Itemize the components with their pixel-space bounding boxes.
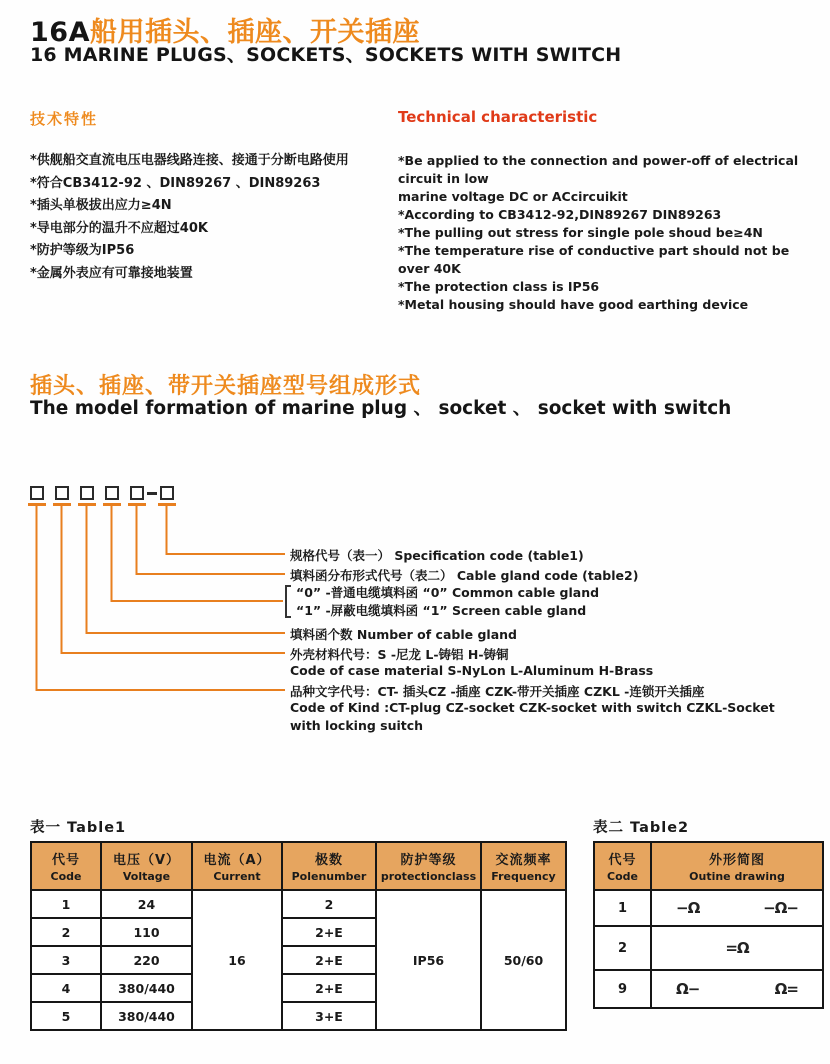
tech-item-zh: *插头单极拔出应力≥4N [30, 198, 172, 213]
cell-voltage: 24 [101, 890, 192, 918]
cell-code: 3 [31, 946, 101, 974]
label-common-cable-gland: “0” -普通电缆填料函 “0” Common cable gland [296, 585, 600, 600]
cell-voltage: 220 [101, 946, 192, 974]
cell-code: 1 [31, 890, 101, 918]
table-row [594, 890, 823, 926]
cell-voltage: 110 [101, 918, 192, 946]
label-screen-cable-gland: “1” -屏蔽电缆填料函 “1” Screen cable gland [296, 603, 587, 618]
cell-code: 1 [594, 890, 651, 926]
cell-drawing [651, 970, 823, 1008]
tech-item-en: *Metal housing should have good earthing device [398, 297, 749, 312]
tech-item-en: *The temperature rise of conductive part should not be over 40K [398, 243, 790, 276]
model-code-box-4 [105, 486, 119, 500]
tech-item-zh: *防护等级为IP56 [30, 243, 135, 258]
bracket [285, 585, 291, 618]
tech-list-en [398, 152, 823, 314]
table1-header-row [31, 842, 566, 890]
table2-header-code: 代号 Code [594, 842, 651, 890]
tech-heading-zh: 技术特性 [30, 110, 99, 128]
table1-header-protectionclass: 防护等级 protectionclass [376, 842, 481, 890]
table-row [31, 890, 566, 918]
tech-list-zh [30, 150, 349, 285]
table2-header-row [594, 842, 823, 890]
tech-item-en: marine voltage DC or ACcircuikit [398, 189, 628, 204]
table-row [594, 970, 823, 1008]
label-specification-code: 规格代号（表一） Specification code (table1) [290, 548, 584, 563]
cell-pole: 3+E [282, 1002, 376, 1030]
underline-bar [103, 503, 121, 506]
model-section-title-en: The model formation of marine plug 、 socket 、 socket with switch [30, 398, 732, 419]
cell-drawing [651, 890, 823, 926]
gland-both-lines-icon: −Ω− [763, 899, 798, 917]
label-case-material-zh: 外壳材料代号：S -尼龙 L-铸铝 H-铸铜 [290, 647, 509, 662]
table1-header-frequency: 交流频率 Frequency [481, 842, 566, 890]
gland-double-right-line-icon: Ω= [774, 980, 798, 998]
cell-pole: 2+E [282, 946, 376, 974]
cell-current-merged: 16 [192, 890, 282, 1030]
gland-left-line-icon: −Ω [676, 899, 700, 917]
page-title-rating: 16A [30, 17, 90, 48]
model-code-box-3 [80, 486, 94, 500]
label-kind-code-zh: 品种文字代号：CT- 插头CZ -插座 CZK-带开关插座 CZKL -连锁开关插座 [290, 684, 705, 699]
page-title-zh: 船用插头、插座、开关插座 [89, 17, 420, 48]
label-case-material-en: Code of case material S-NyLon L-Aluminum H-Brass [290, 663, 654, 678]
cell-code: 5 [31, 1002, 101, 1030]
underline-bar [78, 503, 96, 506]
gland-right-line-icon: Ω− [676, 980, 700, 998]
tech-item-zh: *符合CB3412-92 、DIN89267 、DIN89263 [30, 175, 321, 191]
label-kind-code-en-wrap: with locking suitch [290, 718, 424, 733]
tech-heading-en: Technical characteristic [398, 108, 598, 126]
model-code-box-1 [30, 486, 44, 500]
table1-specifications [30, 841, 567, 1031]
label-kind-code-en: Code of Kind :CT-plug CZ-socket CZK-socket with switch CZKL-Socket [290, 700, 775, 715]
table1-header-polenumber: 极数 Polenumber [282, 842, 376, 890]
cell-protection-merged: IP56 [376, 890, 481, 1030]
tech-item-en: *The protection class is IP56 [398, 279, 600, 294]
model-section-title-zh: 插头、插座、带开关插座型号组成形式 [30, 374, 422, 399]
tech-item-en: *Be applied to the connection and power-off of electrical circuit in low [398, 153, 799, 186]
table2-caption: 表二 Table2 [593, 820, 690, 836]
model-code-hyphen [147, 492, 157, 495]
model-code-box-6 [160, 486, 174, 500]
model-code-box-2 [55, 486, 69, 500]
gland-double-left-line-icon: =Ω [725, 939, 749, 957]
underline-bar [158, 503, 176, 506]
cell-pole: 2+E [282, 974, 376, 1002]
cell-voltage: 380/440 [101, 974, 192, 1002]
tech-item-en: *According to CB3412-92,DIN89267 DIN89263 [398, 207, 722, 222]
table2-outline-drawings [593, 841, 824, 1009]
cell-frequency-merged: 50/60 [481, 890, 566, 1030]
tech-item-zh: *导电部分的温升不应超过40K [30, 220, 208, 236]
cell-pole: 2+E [282, 918, 376, 946]
table1-caption: 表一 Table1 [30, 820, 127, 836]
underline-bar [128, 503, 146, 506]
table2-header-outline-drawing: 外形简图 Outine drawing [651, 842, 823, 890]
label-number-of-cable-gland: 填料函个数 Number of cable gland [290, 627, 517, 642]
table1-header-code: 代号 Code [31, 842, 101, 890]
cell-code: 2 [594, 926, 651, 970]
tech-item-zh: *金属外表应有可靠接地装置 [30, 265, 193, 281]
cell-code: 4 [31, 974, 101, 1002]
table-row [594, 926, 823, 970]
tech-item-en: *The pulling out stress for single pole shoud be≥4N [398, 225, 763, 240]
cell-voltage: 380/440 [101, 1002, 192, 1030]
cell-pole: 2 [282, 890, 376, 918]
tech-item-zh: *供舰船交直流电压电器线路连接、接通于分断电路使用 [30, 153, 349, 168]
model-code-box-5 [130, 486, 144, 500]
underline-bar [28, 503, 46, 506]
label-cable-gland-code: 填料函分布形式代号（表二） Cable gland code (table2) [290, 568, 639, 583]
table1-header-current: 电流（A） Current [192, 842, 282, 890]
cell-code: 9 [594, 970, 651, 1008]
model-code-diagram [0, 480, 830, 760]
underline-bar [53, 503, 71, 506]
page-title-en: 16 MARINE PLUGS、SOCKETS、SOCKETS WITH SWITCH [30, 44, 622, 66]
cell-code: 2 [31, 918, 101, 946]
cell-drawing [651, 926, 823, 970]
table1-header-voltage: 电压（V） Voltage [101, 842, 192, 890]
